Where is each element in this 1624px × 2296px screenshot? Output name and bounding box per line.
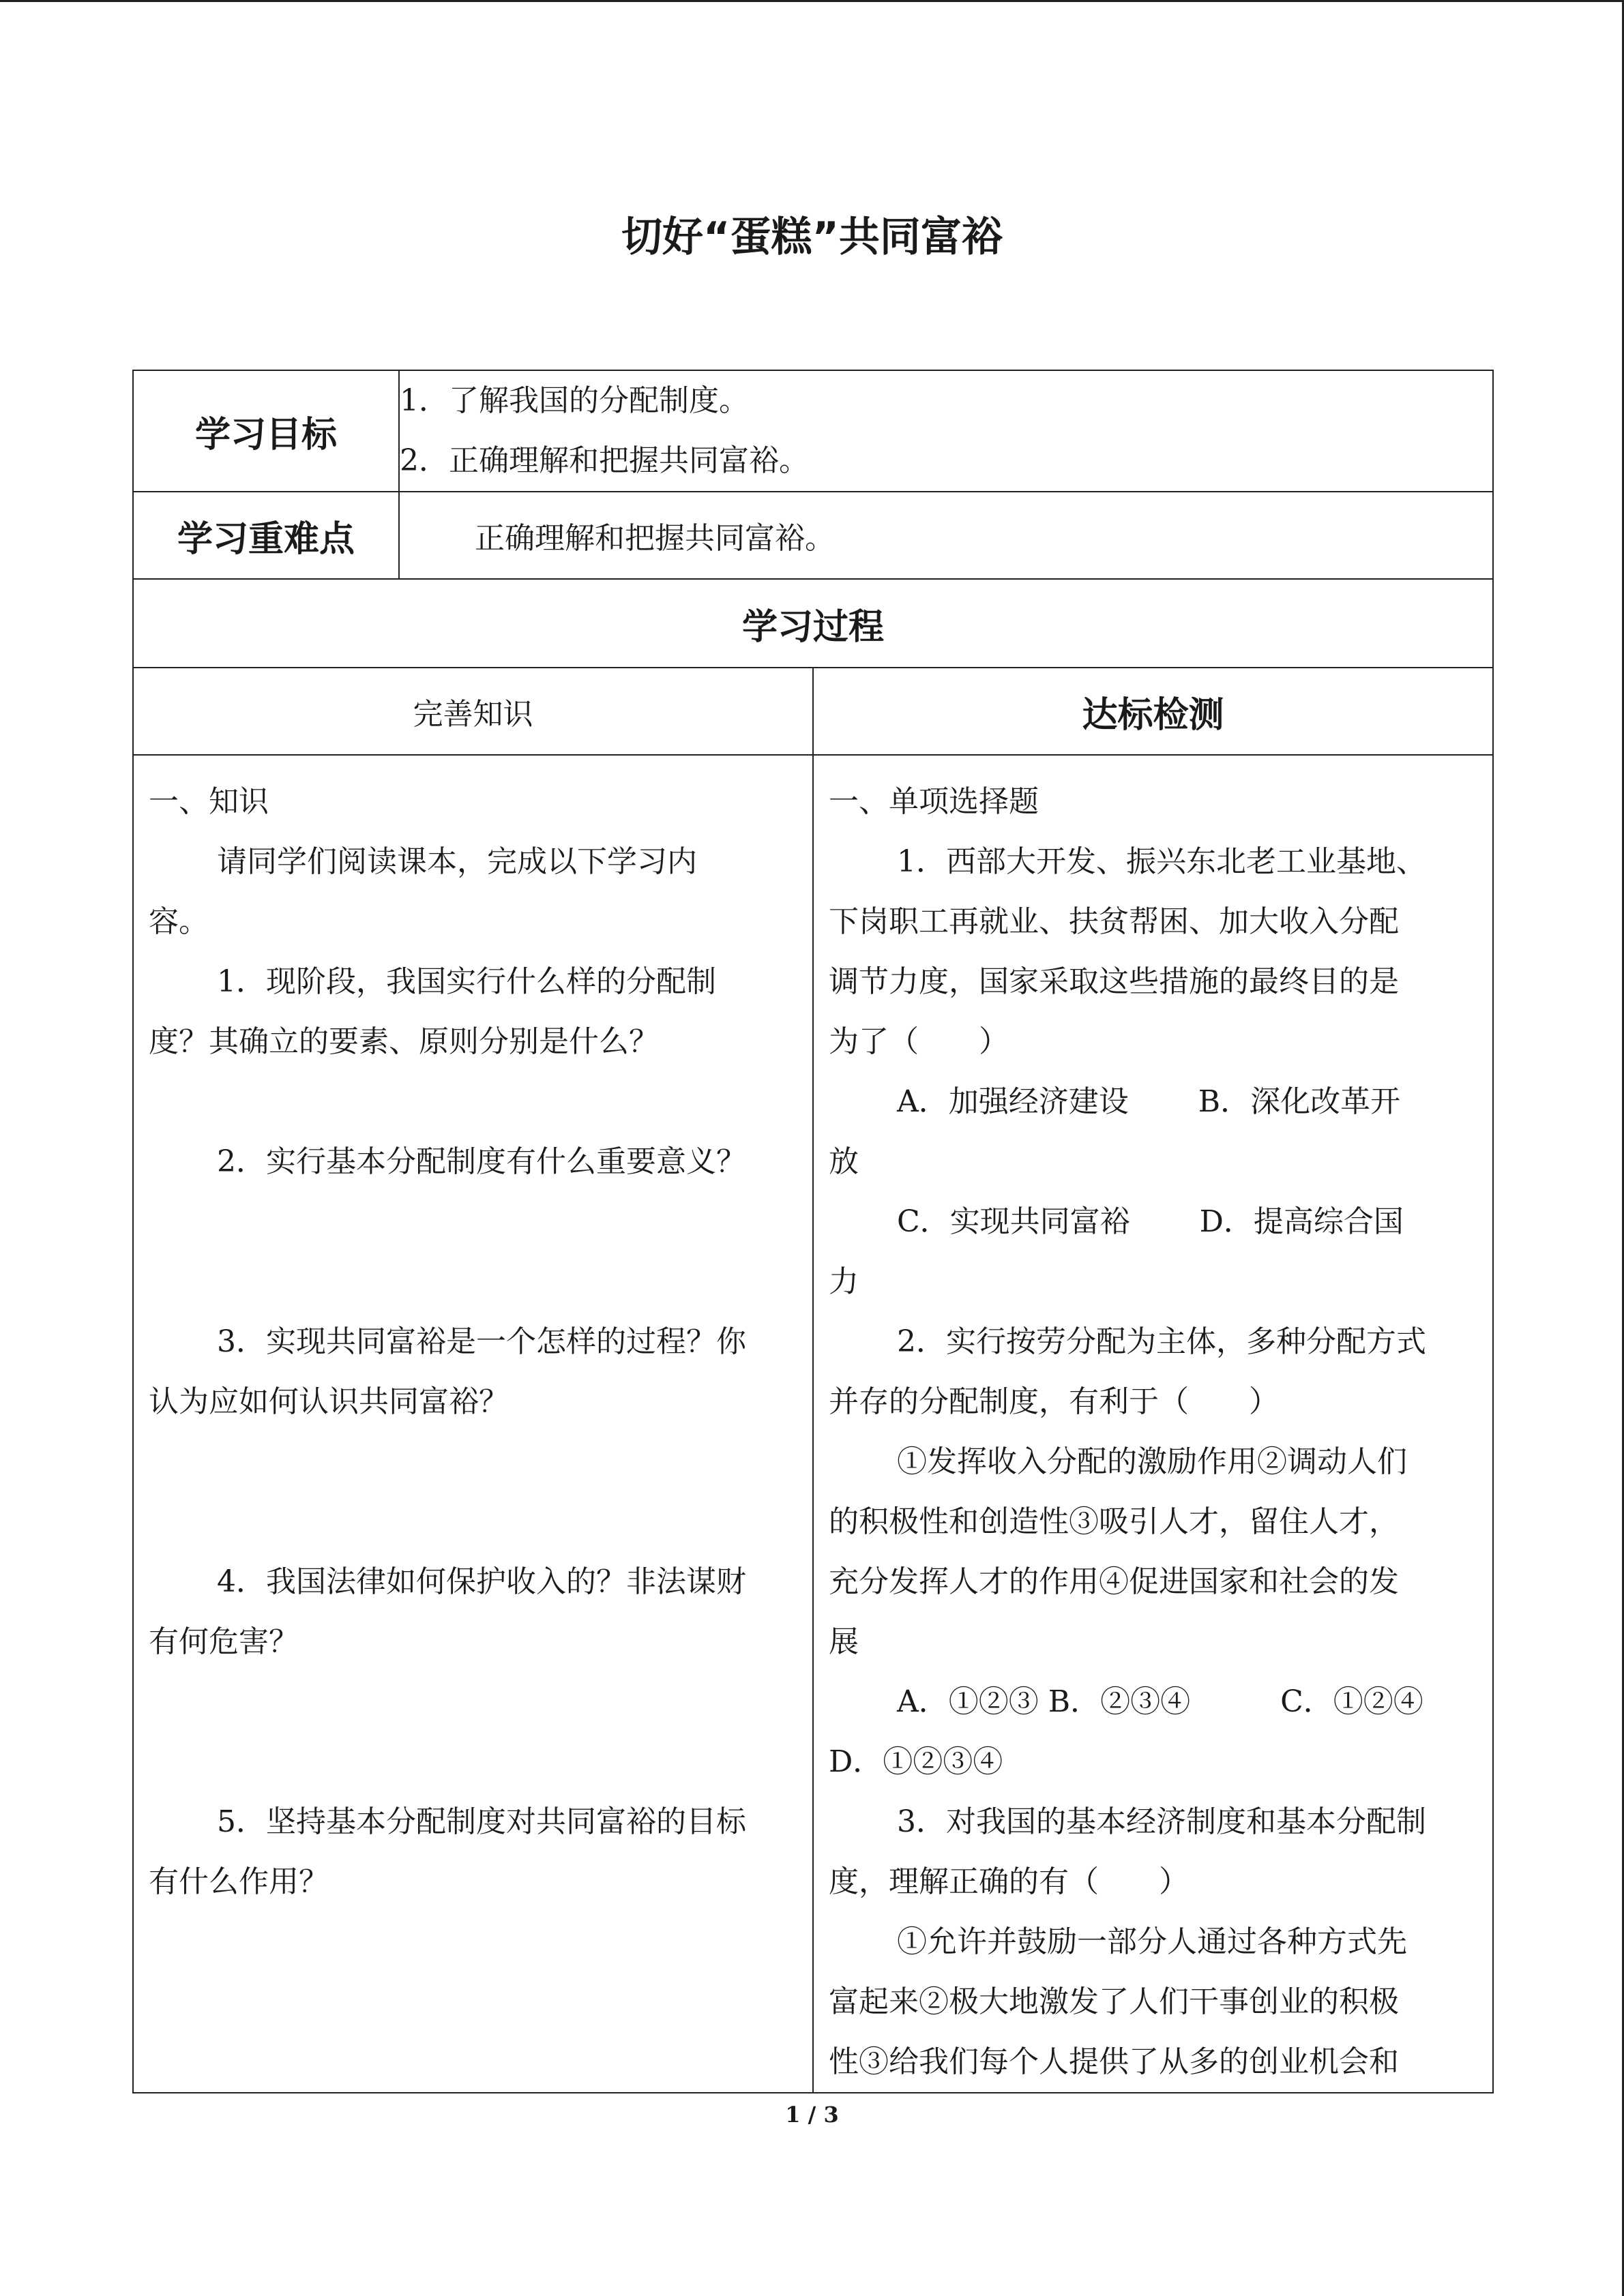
question-5: 有什么作用？ <box>149 1864 329 1899</box>
page-top-border <box>0 0 1624 2</box>
question-1: 度？其确立的要素、原则分别是什么？ <box>149 1024 659 1059</box>
goals-label: 学习目标 <box>133 370 399 492</box>
mc-statements: ①允许并鼓励一部分人通过各种方式先 <box>897 1924 1407 1959</box>
intro-line: 请同学们阅读课本，完成以下学习内 <box>217 844 697 879</box>
column-header-row <box>133 668 1493 755</box>
mc-statements: 性③给我们每个人提供了从多的创业机会和 <box>829 2044 1399 2079</box>
process-heading: 学习过程 <box>133 579 1493 668</box>
question-3: 3．实现共同富裕是一个怎样的过程？你 <box>217 1324 746 1359</box>
mc-statements: 的积极性和创造性③吸引人才，留住人才， <box>829 1504 1399 1539</box>
mc-options: C．实现共同富裕 D．提高综合国 <box>897 1204 1404 1239</box>
goal-item: 1．了解我国的分配制度。 <box>400 383 749 418</box>
knowledge-column <box>133 755 813 2093</box>
process-row <box>133 579 1493 668</box>
question-5: 5．坚持基本分配制度对共同富裕的目标 <box>217 1804 746 1839</box>
intro-line: 容。 <box>149 904 209 939</box>
page-number: 1 / 3 <box>785 2102 839 2128</box>
mc-options: A．①②③ B．②③④ C．①②④ <box>897 1684 1423 1719</box>
question-1: 1．现阶段，我国实行什么样的分配制 <box>217 964 716 999</box>
question-3: 认为应如何认识共同富裕？ <box>149 1384 509 1419</box>
page-title: 切好“蛋糕”共同富裕 <box>621 213 1003 261</box>
mc-question-2: 并存的分配制度，有利于（ ） <box>829 1384 1279 1419</box>
mc-question-3: 3．对我国的基本经济制度和基本分配制 <box>897 1804 1426 1839</box>
section-heading: 一、知识 <box>149 784 269 819</box>
goals-row <box>133 370 1493 492</box>
mc-statements: 展 <box>829 1624 859 1659</box>
mc-question-2: 2．实行按劳分配为主体，多种分配方式 <box>897 1324 1426 1359</box>
key-points-row <box>133 492 1493 579</box>
assessment-column <box>813 755 1493 2093</box>
section-heading: 一、单项选择题 <box>829 784 1039 819</box>
mc-question-1: 下岗职工再就业、扶贫帮困、加大收入分配 <box>829 904 1399 939</box>
left-column-header: 完善知识 <box>133 668 813 755</box>
goal-item: 2．正确理解和把握共同富裕。 <box>400 443 809 478</box>
question-4: 4．我国法律如何保护收入的？非法谋财 <box>217 1564 746 1599</box>
worksheet-table <box>132 370 1494 2093</box>
content-row <box>133 755 1493 2093</box>
mc-options: D．①②③④ <box>829 1744 1003 1779</box>
question-4: 有何危害？ <box>149 1624 299 1659</box>
mc-question-3: 度，理解正确的有（ ） <box>829 1864 1189 1899</box>
mc-statements: 充分发挥人才的作用④促进国家和社会的发 <box>829 1564 1399 1599</box>
mc-statements: ①发挥收入分配的激励作用②调动人们 <box>897 1444 1407 1479</box>
key-points-text: 正确理解和把握共同富裕。 <box>399 492 1493 579</box>
mc-options: A．加强经济建设 B．深化改革开 <box>897 1084 1401 1119</box>
mc-question-1: 为了（ ） <box>829 1024 1009 1059</box>
goals-content <box>399 370 1493 492</box>
mc-options: 放 <box>829 1144 859 1179</box>
right-column-header: 达标检测 <box>813 668 1493 755</box>
mc-statements: 富起来②极大地激发了人们干事创业的积极 <box>829 1984 1399 2019</box>
mc-question-1: 1．西部大开发、振兴东北老工业基地、 <box>897 844 1426 879</box>
key-points-label: 学习重难点 <box>133 492 399 579</box>
mc-options: 力 <box>829 1264 859 1299</box>
question-2: 2．实行基本分配制度有什么重要意义？ <box>217 1144 746 1179</box>
mc-question-1: 调节力度，国家采取这些措施的最终目的是 <box>829 964 1399 999</box>
